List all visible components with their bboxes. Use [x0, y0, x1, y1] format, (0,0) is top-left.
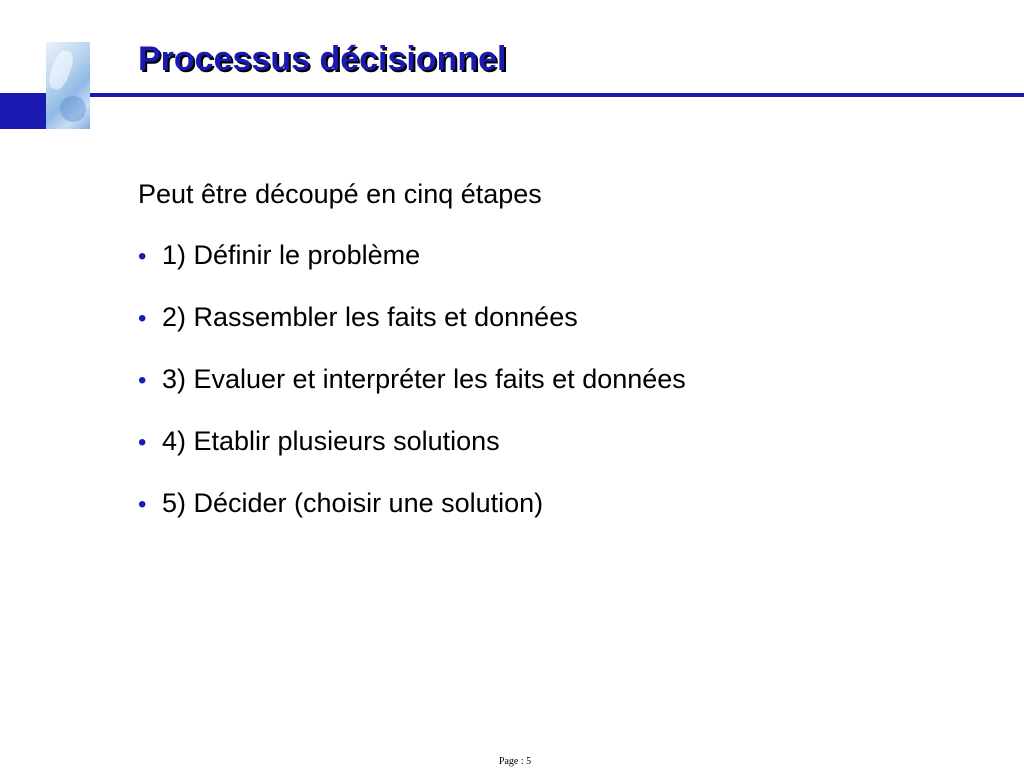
list-item	[138, 237, 998, 275]
header-image-shade	[60, 96, 86, 122]
step-text: 4) Etablir plusieurs solutions	[162, 426, 500, 456]
list-item	[138, 361, 998, 399]
step-text: 3) Evaluer et interpréter les faits et données	[162, 364, 686, 394]
list-item	[138, 423, 998, 461]
header-decorative-image	[46, 42, 90, 129]
list-item	[138, 485, 998, 523]
bullet-icon: •	[138, 243, 147, 270]
bullet-icon: •	[138, 367, 147, 394]
step-text: 1) Définir le problème	[162, 240, 421, 270]
header-accent-block	[0, 93, 46, 129]
slide-title: Processus décisionnel	[138, 40, 507, 78]
step-text: 2) Rassembler les faits et données	[162, 302, 578, 332]
bullet-icon: •	[138, 429, 147, 456]
steps-list	[138, 237, 998, 523]
step-text: 5) Décider (choisir une solution)	[162, 488, 544, 518]
page-number: Page : 5	[498, 756, 532, 767]
bullet-icon: •	[138, 491, 147, 518]
slide-content	[138, 176, 998, 547]
list-item	[138, 299, 998, 337]
bullet-icon: •	[138, 305, 147, 332]
header-image-highlight	[46, 48, 77, 92]
intro-text: Peut être découpé en cinq étapes	[138, 179, 542, 209]
header-rule	[46, 93, 1024, 97]
